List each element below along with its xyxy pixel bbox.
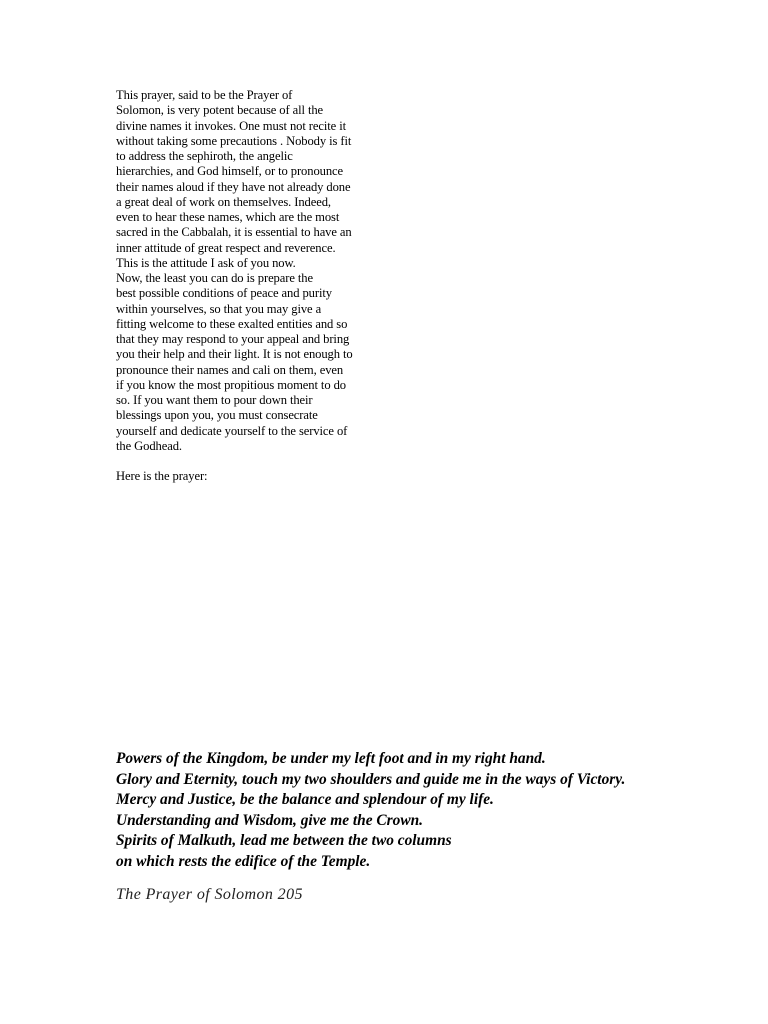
prayer-line: on which rests the edifice of the Temple. bbox=[116, 852, 371, 870]
intro-line: yourself and dedicate yourself to the service of bbox=[116, 423, 348, 438]
intro-line: best possible conditions of peace and purity bbox=[116, 286, 332, 301]
intro-line: that they may respond to your appeal and bring bbox=[116, 332, 350, 346]
intro-line: Now, the least you can do is prepare the bbox=[116, 271, 313, 285]
intro-line: within yourselves, so that you may give a bbox=[116, 301, 322, 316]
intro-line: you their help and their light. It is not enough to bbox=[116, 347, 353, 362]
intro-line: even to hear these names, which are the most bbox=[116, 210, 340, 224]
prayer-line: Glory and Eternity, touch my two shoulders and guide me in the ways of Victory. bbox=[116, 770, 626, 788]
intro-line: to address the sephiroth, the angelic bbox=[116, 149, 293, 163]
intro-line: sacred in the Cabbalah, it is essential to have an bbox=[116, 225, 352, 240]
intro-line: if you know the most propitious moment to do bbox=[116, 377, 346, 392]
intro-line: without taking some precautions . Nobody is fit bbox=[116, 133, 352, 148]
intro-line: divine names it invokes. One must not recite it bbox=[116, 118, 346, 133]
prayer-text bbox=[116, 749, 756, 873]
intro-line: the Godhead. bbox=[116, 438, 182, 453]
intro-line: pronounce their names and cali on them, even bbox=[116, 362, 344, 377]
intro-closing-line: Here is the prayer: bbox=[116, 469, 208, 484]
intro-paragraph bbox=[116, 88, 416, 485]
prayer-line: Spirits of Malkuth, lead me between the two columns bbox=[116, 832, 452, 850]
intro-line: a great deal of work on themselves. Indeed, bbox=[116, 194, 331, 209]
prayer-line: Mercy and Justice, be the balance and splendour of my life. bbox=[116, 791, 494, 809]
intro-line: This prayer, said to be the Prayer of bbox=[116, 88, 293, 102]
prayer-line: Understanding and Wisdom, give me the Crown. bbox=[116, 811, 424, 829]
page-caption: The Prayer of Solomon 205 bbox=[116, 886, 303, 903]
prayer-line: Powers of the Kingdom, be under my left foot and in my right hand. bbox=[116, 750, 546, 767]
intro-line: so. If you want them to pour down their bbox=[116, 393, 313, 407]
intro-line: their names aloud if they have not already done bbox=[116, 179, 351, 194]
intro-line: inner attitude of great respect and reverence. bbox=[116, 240, 336, 255]
intro-line: Solomon, is very potent because of all the bbox=[116, 103, 324, 118]
intro-line: blessings upon you, you must consecrate bbox=[116, 408, 318, 423]
paragraph-gap bbox=[116, 454, 416, 469]
intro-line: hierarchies, and God himself, or to pronounce bbox=[116, 164, 344, 179]
intro-line: This is the attitude I ask of you now. bbox=[116, 255, 296, 270]
intro-line: fitting welcome to these exalted entities and so bbox=[116, 316, 348, 331]
